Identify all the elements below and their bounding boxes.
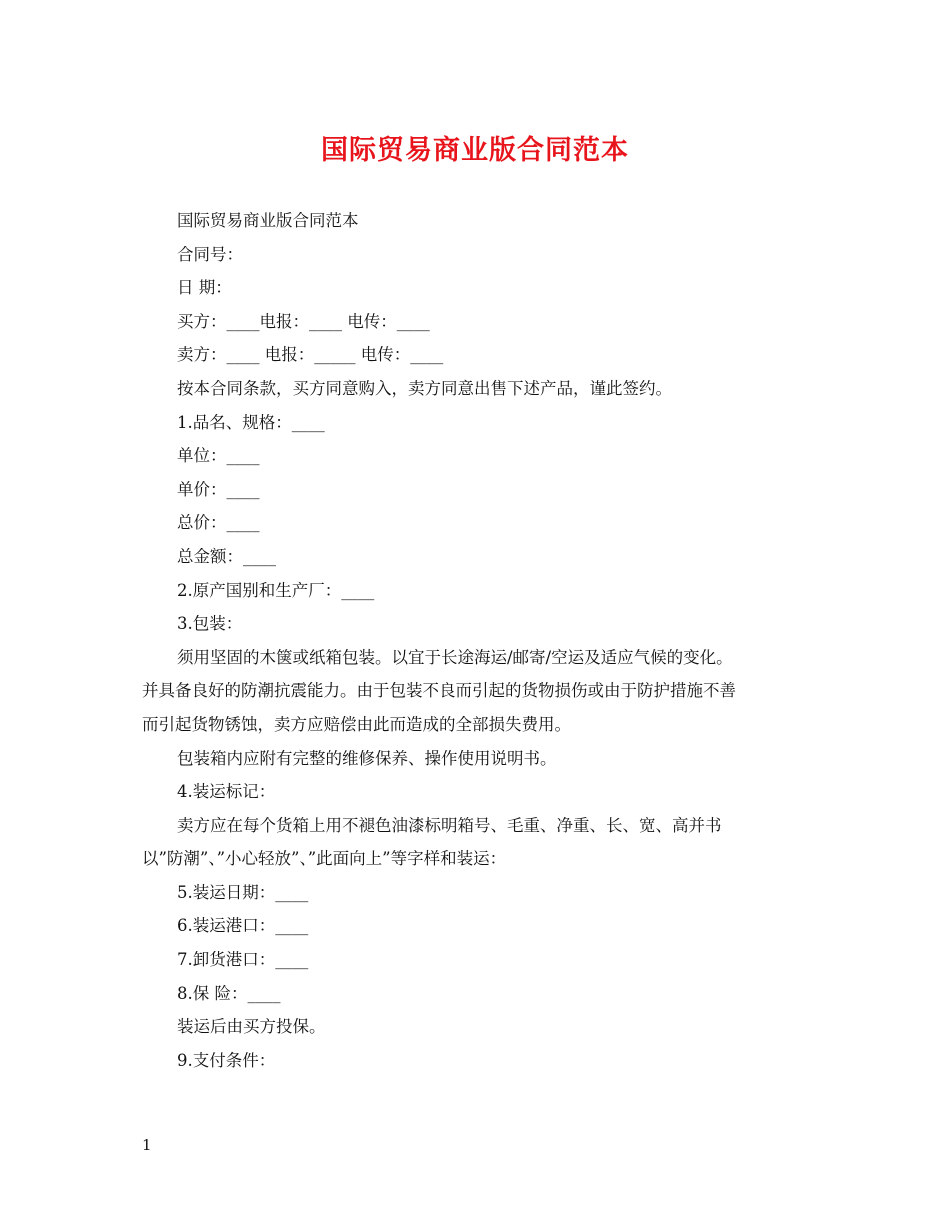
page-number: 1 [142,1136,152,1154]
paragraph-line: 装运后由买方投保。 [177,1017,326,1037]
paragraph-line: 9.支付条件： [177,1050,276,1070]
paragraph-line: 单位：____ [177,446,260,466]
paragraph-line: 卖方：____ 电报：_____ 电传：____ [177,345,444,365]
paragraph-line: 4.装运标记： [177,782,276,802]
paragraph-line: 总金额：____ [177,546,276,566]
paragraph-line: 卖方应在每个货箱上用不褪色油漆标明箱号、毛重、净重、长、宽、高并书 [177,815,722,835]
paragraph-line: 7.卸货港口：____ [177,950,309,970]
paragraph-line: 2.原产国别和生产厂：____ [177,580,375,600]
paragraph-line: 并具备良好的防潮抗震能力。由于包装不良而引起的货物损伤或由于防护措施不善 [142,681,736,701]
paragraph-line: 须用坚固的木箧或纸箱包装。以宜于长途海运/邮寄/空运及适应气候的变化。 [177,647,733,667]
paragraph-line: 单价：____ [177,479,260,499]
paragraph-line: 按本合同条款，买方同意购入，卖方同意出售下述产品，谨此签约。 [177,378,672,398]
document-body [142,204,814,1077]
paragraph-line: 5.装运日期：____ [177,882,309,902]
paragraph-line: 8.保 险：____ [177,983,281,1003]
paragraph-line: 6.装运港口：____ [177,916,309,936]
page-title: 国际贸易商业版合同范本 [321,135,629,166]
paragraph-line: 日 期： [177,278,232,298]
paragraph-line: 国际贸易商业版合同范本 [177,211,359,230]
paragraph-line: 合同号： [177,244,243,264]
paragraph-line: 1.品名、规格：____ [177,412,325,432]
paragraph-line: 3.包装： [177,614,243,634]
paragraph-line: 而引起货物锈蚀，卖方应赔偿由此而造成的全部损失费用。 [142,714,571,734]
paragraph-line: 总价：____ [177,513,260,533]
paragraph-line: 以”防潮”、”小心轻放”、”此面向上”等字样和装运： [142,849,507,869]
paragraph-line: 买方：____电报：____ 电传：____ [177,311,430,331]
paragraph-line: 包装箱内应附有完整的维修保养、操作使用说明书。 [177,748,557,768]
